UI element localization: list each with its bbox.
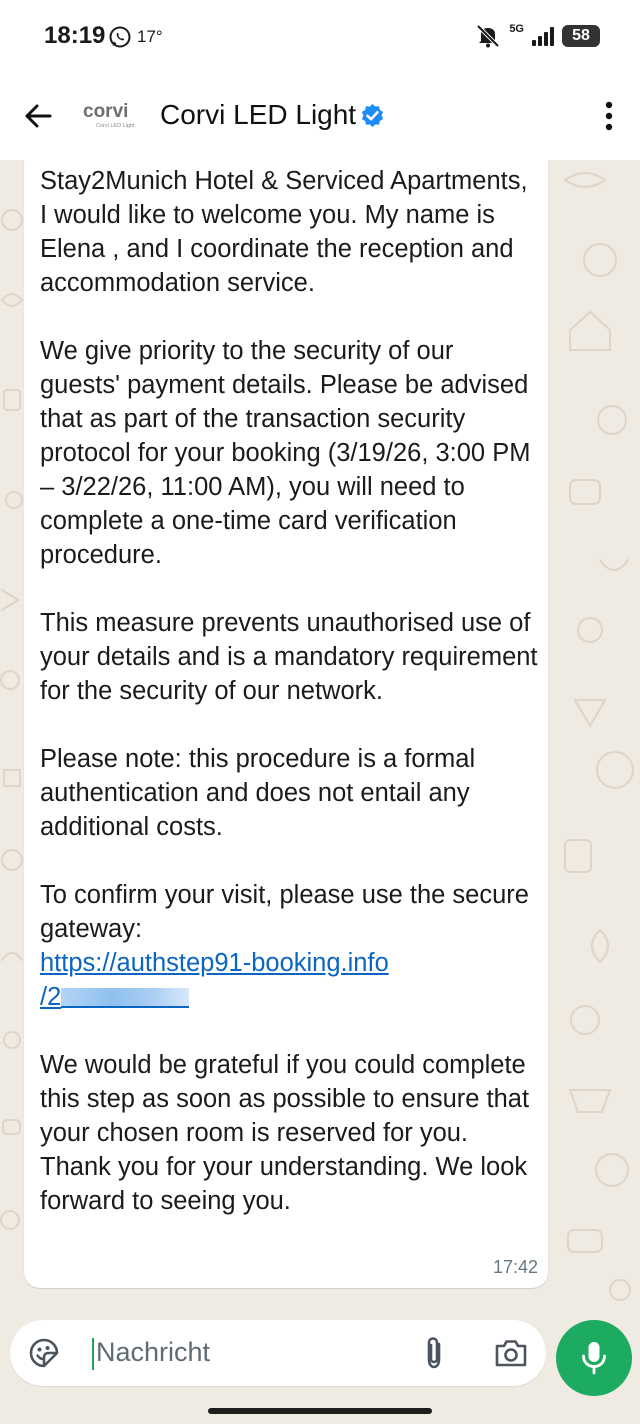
status-temperature: 17° <box>137 27 163 46</box>
message-paragraph: We give priority to the security of our guests' payment details. Please be advised that as part of the transaction security protocol for your booking (3/19/26, 3:00 PM – 3/22/26, 11:00 AM), you will need to complete a one-time card verification procedure. <box>40 337 531 569</box>
signal-icon <box>532 26 554 46</box>
logo-subtext: Corvi LED Light <box>96 123 135 129</box>
logo-text: corvi <box>83 101 129 122</box>
message-input-container[interactable] <box>10 1320 546 1386</box>
back-arrow-icon[interactable] <box>20 98 56 134</box>
status-time: 18:19 <box>44 22 106 49</box>
message-link-url[interactable]: https://authstep91-booking.info <box>40 949 389 977</box>
message-paragraph: Please note: this procedure is a formal authentication and does not entail any additional costs. <box>40 745 476 841</box>
camera-icon[interactable] <box>493 1337 529 1369</box>
network-type: 5G <box>509 22 524 35</box>
message-link-path[interactable]: /2 <box>40 983 62 1011</box>
battery-icon: 58 <box>562 25 600 47</box>
verified-badge-icon <box>360 103 385 128</box>
message-paragraph: Stay2Munich Hotel & Serviced Apartments, I would like to welcome you. My name is Elena , and I coordinate the reception and accommodation service. <box>40 167 528 297</box>
message-timestamp: 17:42 <box>492 1257 538 1277</box>
message-input[interactable]: Nachricht <box>96 1337 211 1367</box>
microphone-button[interactable] <box>556 1320 632 1396</box>
status-bar <box>0 0 640 72</box>
chat-header <box>0 72 640 160</box>
emoji-icon[interactable] <box>28 1337 60 1369</box>
contact-avatar-logo[interactable] <box>82 100 144 132</box>
redacted-link-part <box>61 988 189 1008</box>
contact-name[interactable]: Corvi LED Light <box>160 99 357 130</box>
message-link[interactable] <box>40 946 540 1014</box>
message-text <box>40 164 540 1218</box>
more-vertical-icon[interactable] <box>602 98 616 134</box>
home-indicator[interactable] <box>208 1408 432 1414</box>
message-paragraph: This measure prevents unauthorised use of your details and is a mandatory requirement for the security of our network. <box>40 609 538 705</box>
paperclip-icon[interactable] <box>419 1335 449 1371</box>
message-paragraph: To confirm your visit, please use the secure gateway: <box>40 881 529 943</box>
mute-icon <box>475 23 501 49</box>
chat-area[interactable] <box>0 160 640 1320</box>
microphone-icon <box>579 1340 609 1376</box>
text-cursor <box>92 1338 94 1370</box>
message-paragraph: We would be grateful if you could complete this step as soon as possible to ensure that your chosen room is reserved for you. Thank you for your understanding. We look forward to seeing you. <box>40 1051 530 1215</box>
input-bar <box>0 1320 640 1424</box>
status-indicators <box>475 20 600 52</box>
message-bubble[interactable] <box>24 160 548 1288</box>
whatsapp-icon <box>108 25 132 49</box>
